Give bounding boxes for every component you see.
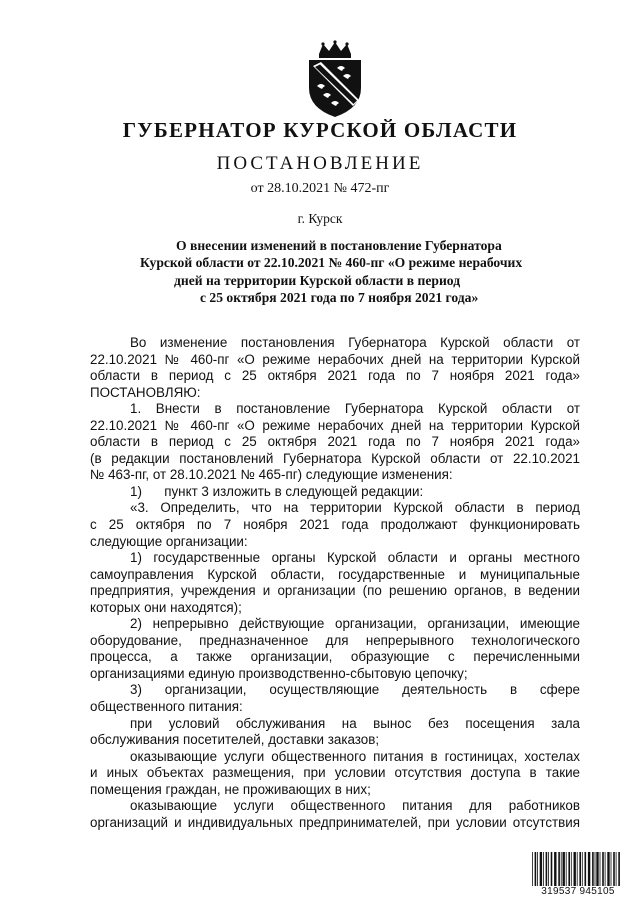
body-line: № 463-пг, от 28.10.2021 № 465-пг) следующие изменения:	[90, 467, 453, 483]
barcode-bar	[546, 852, 548, 886]
barcode-bar	[613, 852, 615, 886]
subject-line: О внесении изменений в постановление Губернатора	[176, 238, 502, 253]
barcode-bar	[563, 852, 565, 886]
barcode-bar	[605, 852, 606, 886]
barcode-bar	[588, 852, 590, 886]
body-line: 22.10.2021 № 460-пг «О режиме нерабочих дней на территории Курской	[90, 351, 580, 367]
body-line: оборудование, предназначенное для непрерывного технологического	[90, 632, 580, 648]
body-line: организациями единую производственно-сбытовую цепочку;	[90, 665, 468, 681]
barcode-bar	[618, 852, 620, 886]
body-line: Во изменение постановления Губернатора Курской области от	[130, 335, 580, 350]
barcode-bar	[592, 852, 594, 886]
body-line: самоуправления Курской области, государственные и муниципальные	[90, 566, 580, 582]
barcode-bar	[585, 852, 587, 886]
kursk-coat-of-arms-icon	[301, 40, 369, 118]
body-line: ПОСТАНОВЛЯЮ:	[90, 384, 201, 400]
barcode-bar	[568, 852, 570, 886]
barcode-bar	[579, 852, 581, 886]
barcode-bar	[577, 852, 578, 886]
document-type: ПОСТАНОВЛЕНИЕ	[216, 153, 424, 174]
barcode-bar	[595, 852, 596, 886]
barcode-bar	[532, 852, 533, 886]
body-line: общественного питания:	[90, 699, 243, 715]
document-city: г. Курск	[297, 211, 343, 226]
body-line: при условий обслуживания на вынос без посещения зала	[130, 715, 580, 731]
body-line: области в период с 25 октября 2021 года по 7 ноября 2021 года»	[90, 434, 580, 450]
barcode-bar	[554, 852, 556, 886]
barcode-bar	[540, 852, 542, 886]
body-line: 1) пункт 3 изложить в следующей редакции:	[130, 483, 424, 499]
body-line: предприятия, учреждения и организации (по решению органов, в ведении	[90, 583, 580, 599]
body-line: следующие организации:	[90, 533, 248, 549]
barcode-bar	[561, 852, 562, 886]
barcode-bar	[596, 852, 598, 886]
body-line: 1. Внести в постановление Губернатора Курской области от	[130, 401, 580, 417]
barcode-bar	[571, 852, 572, 886]
barcode-bar	[600, 852, 601, 886]
body-line: 1) государственные органы Курской области и органы местного	[130, 550, 580, 566]
barcode-bar	[607, 852, 609, 886]
barcode-bar	[602, 852, 604, 886]
body-line: 2) непрерывно действующие организации, организации, имеющие	[130, 616, 580, 632]
barcode-bar	[535, 852, 537, 886]
body-line: которых они находятся);	[90, 599, 242, 615]
barcode-icon	[531, 852, 625, 886]
body-line: оказывающие услуги общественного питания для работников	[130, 798, 580, 814]
document-subject	[140, 237, 540, 306]
body-line: помещения граждан, не проживающих в них;	[90, 781, 371, 797]
barcode-bar	[551, 852, 553, 886]
barcode-bar	[616, 852, 617, 886]
body-line: и иных объектах размещения, при условии отсутствия доступа в такие	[90, 765, 580, 781]
body-line: организаций и индивидуальных предпринимателей, при условии отсутствия	[90, 814, 580, 830]
barcode-bar	[537, 852, 538, 886]
body-line: (в редакции постановлений Губернатора Курской области от 22.10.2021	[90, 450, 580, 466]
subject-line: дней на территории Курской области в период	[174, 272, 461, 288]
body-line: оказывающие услуги общественного питания в гостиницах, хостелах	[130, 748, 580, 764]
barcode-bar	[611, 852, 612, 886]
barcode-bar	[548, 852, 549, 886]
subject-line: с 25 октября 2021 года по 7 ноября 2021 года»	[200, 289, 479, 305]
body-line: 3) организации, осуществляющие деятельность в сфере	[130, 682, 580, 698]
body-line: области в период с 25 октября 2021 года по 7 ноября 2021 года»	[90, 368, 580, 384]
document-date-number: от 28.10.2021 № 472-пг	[250, 181, 390, 196]
body-line: обслуживания посетителей, доставки заказов;	[90, 732, 380, 748]
subject-line: Курской области от 22.10.2021 № 460-пг «О режиме нерабочих	[140, 255, 523, 271]
barcode-bar	[543, 852, 544, 886]
barcode-bar	[566, 852, 567, 886]
issuing-authority: ГУБЕРНАТОР КУРСКОЙ ОБЛАСТИ	[122, 118, 518, 142]
body-line: процесса, а также организации, образующие с перечисленными	[90, 649, 580, 665]
body-line: «3. Определить, что на территории Курской области в период	[130, 500, 580, 516]
barcode-number: 319537 945105	[541, 886, 615, 897]
body-line: 22.10.2021 № 460-пг «О режиме нерабочих дней на территории Курской	[90, 417, 580, 433]
body-line: с 25 октября по 7 ноября 2021 года продолжают функционировать	[90, 517, 580, 533]
barcode-bar	[558, 852, 560, 886]
barcode-bar	[582, 852, 583, 886]
barcode-bar	[574, 852, 576, 886]
document-body	[90, 335, 580, 831]
